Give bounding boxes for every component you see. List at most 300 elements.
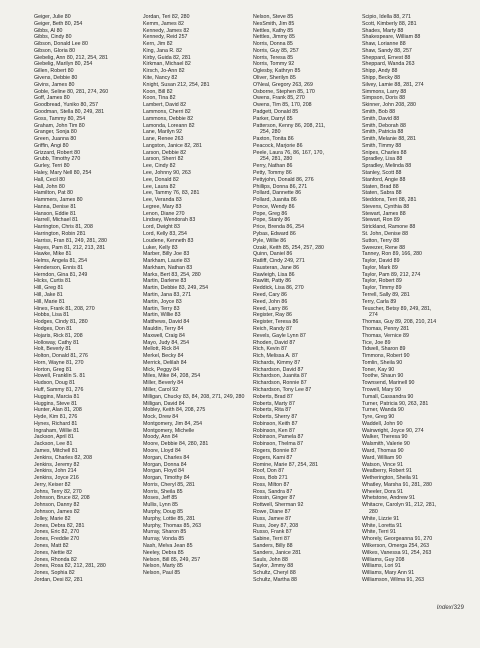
index-entry: Kirby, Guida 82, 281	[143, 54, 191, 61]
index-entry: Spradley, Lisa 88	[362, 156, 403, 163]
index-entry: Wheeler, Dora 91	[362, 488, 404, 495]
index-entry: Toner, Kay 90	[362, 366, 395, 373]
index-entry: Hawke, Mike 81	[34, 251, 72, 258]
index-entry: Rawlitt, Patty 86	[253, 278, 292, 285]
index-entry: Nelson, Steve 85	[253, 14, 294, 20]
index-entry: Ratliff, Cindy 249, 271	[253, 258, 305, 265]
index-entry: Lee, Tammy 76, 83, 281	[143, 190, 200, 197]
index-entry: Wilkes, Vanessa 91, 254, 263	[362, 549, 432, 556]
index-entry: Richards, Kimmy 87	[253, 359, 301, 366]
index-entry: Shipp, Andy 88	[362, 68, 398, 75]
index-entry: Horn, Wayne 81, 270	[34, 359, 84, 366]
index-entry: Harrington, Robin 281	[34, 231, 86, 237]
index-entry: Williams, Guy 208	[362, 556, 405, 563]
index-entry: Herndon, Gina 81, 249	[34, 271, 88, 278]
index-entry: Larson, Debbie 82	[143, 149, 187, 156]
index-entry: Hudson, Doug 81	[34, 380, 76, 387]
index-entry: Holt, Beverly 81	[34, 346, 72, 353]
index-entry: Pyle, Willie 86	[253, 237, 287, 244]
index-entry: Martin, Debbie 83, 249, 254	[143, 285, 209, 292]
index-entry: Jackson, Lee 81	[34, 441, 73, 448]
index-entry: Loudene, Kenneth 83	[143, 237, 194, 244]
index-entry: Gibbs, Al 80	[34, 27, 63, 34]
index-entry: Norris, Guy 85, 257	[253, 47, 299, 54]
index-entry: Hodges, Cindy 81, 280	[34, 319, 88, 326]
index-entry: Tumall, Cassandra 90	[362, 393, 414, 400]
index-entry: Hunter, Alan 81, 208	[34, 407, 82, 414]
index-entry: Martin, Darlene 83	[143, 278, 187, 285]
index-entry: Knight, Susan 212, 254, 281	[143, 81, 210, 88]
index-entry: Marber, Billy Joe 83	[143, 251, 190, 258]
index-entry: Koon, Tina 82	[143, 95, 176, 102]
index-entry: Gibson, Donald Lee 80	[34, 41, 88, 48]
index-entry: Merkel, Becky 84	[143, 353, 184, 360]
index-entry: White, Lizzie 91	[362, 515, 400, 522]
index-entry: Teuscher, Betsy 89, 249, 281,	[362, 305, 432, 312]
index-entry: Jones, Rhonda 82	[34, 556, 77, 563]
index-entry: Jenkins, John 214	[34, 468, 77, 475]
index-entry: Simmons, Larry 88	[362, 88, 407, 95]
index-entry: Morgan, Charles 84	[143, 454, 190, 461]
index-entry: Sweezer, Rene 88	[362, 244, 406, 251]
index-entry: Jenkins, Joyce 216	[34, 475, 79, 482]
index-entry: Lee, Laura 82	[143, 183, 176, 190]
index-entry: Romine, Marie 87, 254, 281	[253, 461, 319, 468]
index-entry: Hill, Greg 81	[34, 285, 64, 292]
index-entry: Murphy, Thomas 85, 263	[143, 522, 202, 529]
index-entry: Kirkman, Michael 82	[143, 61, 191, 68]
index-entry: Kern, Jim 82	[143, 41, 173, 48]
index-entry: Morris, Sheila 85	[143, 488, 183, 495]
index-entry: Hanson, Eddie 81	[34, 210, 76, 217]
index-entry: Jordan, Desi 82, 281	[34, 576, 83, 583]
index-entry: Sauls, John 88	[253, 556, 288, 563]
index-entry: Smith, Bob 88	[362, 108, 396, 115]
index-entry: Weatberry, Robert 91	[362, 468, 412, 475]
page-number: /329	[451, 605, 464, 611]
index-entry: Kennedy, Reid 257	[143, 34, 188, 41]
index-entry: Giebelig, Marilyn 80, 254	[34, 61, 93, 68]
index-entry: Helms, Angela 81, 254	[34, 258, 88, 265]
index-entry: Peacock, Marjorie 86	[253, 142, 303, 149]
index-entry: Stanley, Scott 88	[362, 169, 402, 176]
index-entry: Shakespeare, William 88	[362, 34, 421, 41]
index-entry: Holton, Donald 81, 276	[34, 353, 88, 360]
index-entry: Terrell, Sally 89, 281	[362, 292, 410, 299]
index-entry: Jones, Rosa 82, 212, 281, 280	[34, 563, 106, 570]
index-entry: Roberts, Marty 87	[253, 400, 295, 407]
index-entry: Moses, Jeff 85	[143, 495, 178, 502]
index-entry: St. John, Denise 88	[362, 231, 409, 237]
index-entry: Schultz, Martha 88	[253, 576, 297, 583]
index-entry: Miles, Mike 84, 208, 254	[143, 373, 201, 380]
index-entry: Nash, Melva Jean 85	[143, 542, 193, 549]
index-entry: Perry, Nathan 86	[253, 163, 293, 170]
index-entry: Scipio, Idella 88, 271	[362, 14, 411, 20]
index-entry: Trowell, Mary 90	[362, 386, 401, 393]
index-entry: Lane, Marilyn 92	[143, 129, 182, 136]
index-entry: Martin, Joyce 83	[143, 298, 182, 305]
index-entry: Pope, Greg 86	[253, 210, 288, 217]
index-page	[34, 14, 470, 634]
index-entry: Smith, Timmy 88	[362, 142, 402, 149]
index-entry: Moody, Ann 84	[143, 434, 178, 441]
index-entry: Langston, Janice 82, 281	[143, 142, 202, 149]
index-entry: Mock, Drew 84	[143, 414, 179, 421]
index-entry: Wetherington, Sheila 91	[362, 475, 419, 482]
index-entry: Williams, Mary Ann 91	[362, 570, 415, 577]
index-entry: Whetstone, Andrew 91	[362, 495, 416, 502]
index-entry: Goodman, Stella 80, 249, 281	[34, 108, 105, 115]
index-entry: Milligan, David 84	[143, 400, 185, 407]
index-entry: Rawleigh, Lisa 86	[253, 271, 295, 278]
index-entry: Johnson, Bruce 82, 208	[34, 495, 90, 502]
index-column-1	[34, 14, 143, 610]
index-entry: Stanford, Angie 88	[362, 176, 406, 183]
index-entry: Shades, Marty 88	[362, 27, 404, 34]
index-entry: Lee, Veranda 83	[143, 197, 182, 204]
index-entry: Lammons, Cherri 82	[143, 108, 191, 115]
index-entry: Peele, Laura 76, 86, 167, 170,	[253, 149, 324, 156]
index-entry: Timmons, Robert 90	[362, 353, 410, 360]
index-entry: Oglesby, Kathryn 85	[253, 68, 301, 75]
index-entry: Steddons, Terri 88, 281	[362, 197, 417, 204]
index-entry: Wilkerson, Omerga 254, 263	[362, 542, 430, 549]
index-entry: Hall, John 80	[34, 183, 65, 190]
index-entry: Taylor, Robert 89	[362, 278, 402, 285]
index-entry: Rogers, Kami 87	[253, 454, 293, 461]
index-entry: Scott, Kimberly 88, 281	[362, 20, 417, 27]
index-entry: Lee, Donald 82	[143, 176, 179, 183]
index-entry: Miller, Carol 92	[143, 386, 179, 393]
index-entry: Mobley, Keith 84, 208, 275	[143, 407, 206, 414]
index-entry: Mauldin, Terry 84	[143, 325, 184, 332]
index-entry: Lee, Cindy 82	[143, 163, 176, 170]
index-entry: Richardson, Tony Lee 87	[253, 386, 312, 393]
index-entry: Geiger, Beth 80, 254	[34, 20, 83, 27]
index-entry: Ward, William 90	[362, 454, 402, 461]
index-entry: Lammons, Debbie 82	[143, 115, 194, 122]
index-entry: Sheppard, Wanda 263	[362, 61, 415, 68]
index-entry: Neeley, Debra 85	[143, 549, 184, 556]
index-entry: Morris, Cheryl 85, 281	[143, 481, 195, 488]
index-entry: Robinson, Thelma 87	[253, 441, 303, 448]
index-entry: Rottwell, Sherman 92	[253, 502, 304, 509]
index-entry: Mick, Peggy 84	[143, 366, 180, 373]
index-entry: Waddell, John 90	[362, 420, 403, 427]
index-entry: Rhoden, David 87	[253, 339, 296, 346]
index-entry: Miller, Beverly 84	[143, 380, 184, 387]
index-entry: Smith, Patricia 88	[362, 129, 404, 136]
index-entry: Skinner, John 208, 280	[362, 102, 416, 109]
index-entry: Revels, Gayle Lynn 87	[253, 332, 306, 339]
index-entry: Roberts, Brad 87	[253, 393, 293, 400]
index-entry: 280	[369, 509, 378, 516]
index-entry: Phillips, Donna 86, 271	[253, 183, 308, 190]
index-entry: King, Jana R. 82	[143, 47, 182, 54]
index-entry: Hojaris, Rick 81, 208	[34, 332, 83, 339]
index-entry: Rich, Kevin 87	[253, 346, 287, 353]
index-entry: Legree, Mary 83	[143, 203, 182, 210]
index-entry: Taylor, Timmy 89	[362, 285, 402, 292]
index-entry: Watson, Vince 91	[362, 461, 404, 468]
index-column-4	[362, 14, 471, 610]
index-entry: Rich, Melissa A. 87	[253, 353, 298, 360]
index-entry: Roof, Don 87	[253, 468, 285, 475]
index-entry: Jordan, Teri 82, 280	[143, 14, 190, 20]
page-footer	[437, 605, 464, 611]
index-entry: Jones, Debra 82, 281	[34, 522, 85, 529]
index-entry: Register, Teresa 86	[253, 319, 299, 326]
index-entry: Norris, Tommy 92	[253, 61, 295, 68]
index-entry: Turner, Patricia 90, 263, 281	[362, 400, 429, 407]
index-entry: Kite, Nancy 82	[143, 75, 178, 82]
index-entry: Schultz, Cheryl 88	[253, 570, 296, 577]
index-entry: Montgomery, Jim 84, 254	[143, 420, 203, 427]
index-entry: Turner, Wanda 90	[362, 407, 404, 414]
index-entry: Lane, Renee 263	[143, 136, 184, 143]
index-entry: Jones, Sophia 82	[34, 570, 75, 577]
index-entry: Graham, John Tim 80	[34, 122, 85, 129]
index-entry: Jenkins, Jeremy 82	[34, 461, 80, 468]
index-entry: Nelson, Bill 85, 249, 257	[143, 556, 201, 563]
index-entry: Murray, Vonda 85	[143, 536, 185, 543]
index-entry: Tice, Joe 89	[362, 339, 391, 346]
index-entry: Tanney, Ron 89, 166, 280	[362, 251, 422, 258]
index-entry: Silvey, Lamie 88, 281, 274	[362, 81, 424, 88]
index-entry: Harriss, Fran 81, 249, 281, 280	[34, 237, 107, 244]
index-entry: Huggins, Marcia 81	[34, 393, 80, 400]
index-entry: Williamson, Wilma 91, 263	[362, 576, 425, 583]
index-entry: Roberts, Sherry 87	[253, 414, 298, 421]
index-entry: Norris, Teresa 85	[253, 54, 294, 61]
index-entry: Saylor, Jimmy 88	[253, 563, 294, 570]
index-entry: Givins, James 80	[34, 81, 75, 88]
index-entry: Howell, Franklin S. 81	[34, 373, 86, 380]
index-entry: Pollard, Dannette 86	[253, 190, 302, 197]
index-entry: Jackson, April 81	[34, 434, 74, 441]
index-entry: Robinson, Ken 87	[253, 427, 295, 434]
index-entry: Shaw, Sandy 88, 257	[362, 47, 412, 54]
index-entry: Murphy, Doug 85	[143, 509, 184, 516]
index-entry: Thomas, Penny 281	[362, 325, 410, 332]
index-entry: Richardson, Ronnie 87	[253, 380, 307, 387]
index-entry: Murphy, Lottie 85, 281	[143, 515, 196, 522]
index-entry: Gillen, Robert 80	[34, 68, 74, 75]
index-entry: Lambert, David 82	[143, 102, 187, 109]
index-entry: Hill, Marie 81	[34, 298, 65, 305]
index-entry: Pollard, Juanita 86	[253, 197, 297, 204]
index-entry: Lenon, Diane 270	[143, 210, 185, 217]
index-entry: Hobbs, Lisa 81	[34, 312, 70, 319]
index-entry: NesSmith, Jim 85	[253, 20, 295, 27]
index-entry: Walker, Theresa 90	[362, 434, 408, 441]
index-entry: White, Terri 91	[362, 529, 396, 536]
index-entry: Henderson, Ennis 81	[34, 264, 84, 271]
index-entry: Givens, Debbie 80	[34, 75, 78, 82]
index-entry: Pybas, Edward 86	[253, 231, 296, 237]
index-entry: Russo, Frank 87	[253, 529, 292, 536]
index-entry: Williams, Lori 91	[362, 563, 401, 570]
index-entry: Lord, Kelly 83, 254	[143, 231, 187, 237]
index-entry: Morgan, Donna 84	[143, 461, 187, 468]
index-entry: Hamilton, Pat 80	[34, 190, 73, 197]
index-entry: Parker, Darryl 85	[253, 115, 293, 122]
index-entry: Norris, Donna 85	[253, 41, 293, 48]
index-entry: Thomas, Vernice 89	[362, 332, 409, 339]
index-entry: Mullis, Lynn 85	[143, 502, 178, 509]
index-entry: Hall, Cecil 80	[34, 176, 66, 183]
index-entry: Patterson, Kenny 86, 208, 211,	[253, 122, 326, 129]
index-entry: Nettles, Kathy 85	[253, 27, 294, 34]
index-entry: Huggins, Steve 81	[34, 400, 78, 407]
index-entry: 254, 280	[260, 129, 281, 136]
index-entry: Sheppard, Ernest 88	[362, 54, 411, 61]
index-entry: Oliver, Sherilyn 85	[253, 75, 296, 82]
index-entry: Reich, Randy 87	[253, 325, 292, 332]
index-entry: Gurley, Terri 80	[34, 163, 70, 170]
index-entry: Russ, Joey 87, 208	[253, 522, 299, 529]
index-entry: Quinn, Daniel 86	[253, 251, 293, 258]
index-entry: Jones, Freddie 270	[34, 536, 80, 543]
index-entry: Ward, Thomas 90	[362, 448, 404, 454]
index-entry: Hill, Jake 81	[34, 292, 63, 299]
index-entry: Goss, Tammy 80, 254	[34, 115, 86, 122]
index-entry: Price, Brenda 86, 254	[253, 224, 304, 231]
index-entry: Grizzard, Robert 80	[34, 149, 80, 156]
index-entry: Reddick, Lisa 86, 270	[253, 285, 304, 292]
index-entry: Simpson, Doris 88	[362, 95, 406, 102]
index-entry: Jenkins, Charles 82, 208	[34, 454, 93, 461]
index-entry: Owens, Tim 85, 170, 208	[253, 102, 312, 109]
index-entry: Jones, Eric 82, 270	[34, 529, 80, 536]
index-entry: Strickland, Ramone 88	[362, 224, 416, 231]
index-entry: Whatley, Marsha 91, 281, 280	[362, 481, 432, 488]
index-entry: Kennedy, James 82	[143, 27, 190, 34]
index-entry: Robinson, Pamela 87	[253, 434, 304, 441]
index-entry: Mayo, Judy 84, 254	[143, 339, 189, 346]
index-entry: Green, Juanna 80	[34, 136, 77, 143]
index-entry: Hines, Frank 81, 208, 270	[34, 305, 95, 312]
index-entry: 254, 281, 280	[260, 156, 293, 163]
index-entry: 274	[369, 312, 378, 319]
index-entry: White, Loretta 91	[362, 522, 403, 529]
index-entry: Stewart, Ron 89	[362, 217, 400, 224]
index-entry: Granger, Sonja 80	[34, 129, 77, 136]
index-entry: Paxton, Tonita 86	[253, 136, 294, 143]
index-entry: Sanders, Billy 88	[253, 542, 293, 549]
index-entry: Ingraham, Willie 81	[34, 427, 80, 434]
index-entry: Tidwell, Sharon 89	[362, 346, 406, 353]
index-entry: Martin, Terry 83	[143, 305, 180, 312]
index-entry: Petty, Tommy 86	[253, 169, 292, 176]
index-entry: Ross, Milton 87	[253, 481, 290, 488]
index-entry: Martin, Jana 83, 271	[143, 292, 192, 299]
index-entry: Kemm, James 82	[143, 20, 184, 27]
index-entry: Tomlin, Sheila 90	[362, 359, 403, 366]
index-entry: Hynes, Richard 81	[34, 420, 78, 427]
index-entry: Horton, Greg 81	[34, 366, 72, 373]
index-entry: Jerry, Keiser 82	[34, 481, 71, 488]
index-entry: Goff, James 80	[34, 95, 70, 102]
index-entry: Staten, Sabra 88	[362, 190, 402, 197]
index-entry: Gibbs, Cindy 80	[34, 34, 72, 41]
index-entry: Sanders, Janice 281	[253, 549, 302, 556]
index-entry: Ponce, Wendy 86	[253, 203, 295, 210]
index-entry: Hodges, Don 81	[34, 325, 73, 332]
index-entry: Stevens, Cynthia 88	[362, 203, 410, 210]
index-entry: Merrick, Delilah 84	[143, 359, 187, 366]
index-entry: Milligan, Chucky 83, 84, 208, 271, 249, 280	[143, 393, 245, 400]
index-entry: Reed, John 86	[253, 298, 288, 305]
index-entry: James, Mitchell 81	[34, 448, 78, 454]
index-entry: Kirsch, Jo-Ann 82	[143, 68, 185, 75]
index-columns	[34, 14, 470, 610]
index-entry: Johnson, Danny 82	[34, 502, 80, 509]
index-entry: Sutton, Terry 88	[362, 237, 400, 244]
index-entry: Whorely, Georgeanna 91, 270	[362, 536, 433, 543]
index-entry: Goble, Seline 80, 281, 274, 260	[34, 88, 109, 95]
index-entry: Luker, Kelly 83	[143, 244, 178, 251]
index-entry: Smith, David 88	[362, 115, 400, 122]
index-entry: Robinson, Keith 87	[253, 420, 298, 427]
index-entry: Spradley, Melinda 88	[362, 163, 412, 170]
index-entry: Johnson, James 82	[34, 509, 80, 516]
index-entry: Hammers, James 80	[34, 197, 83, 204]
index-entry: Taylor, David 89	[362, 258, 400, 265]
index-entry: Smith, Melanie 88, 281	[362, 136, 416, 143]
index-entry: Jones, Matt 82	[34, 542, 69, 549]
index-entry: Richardson, David 87	[253, 366, 304, 373]
index-entry: Ross, Bob 271	[253, 475, 288, 482]
index-entry: Moore, Debbie 84, 280, 281	[143, 441, 209, 448]
index-entry: Gibson, Gloria 80	[34, 47, 76, 54]
index-entry: Smith, Deborah 88	[362, 122, 406, 129]
index-entry: Hayes, Pam 81, 212, 213, 281	[34, 244, 106, 251]
index-entry: Maxwell, Craig 84	[143, 332, 185, 339]
index-entry: Harrington, Chris 81, 208	[34, 224, 93, 231]
index-entry: Giebelig, Ann 80, 212, 254, 281	[34, 54, 108, 61]
index-entry: Walsmith, Valerie 90	[362, 441, 410, 448]
index-entry: Marks, Bert 83, 254, 280	[143, 271, 201, 278]
index-entry: Pope, Stanly 86	[253, 217, 291, 224]
index-entry: Padgett, Donald 85	[253, 108, 299, 115]
footer-index-label: Index	[436, 605, 452, 611]
index-entry: Murray, Sharon 85	[143, 529, 187, 536]
index-entry: Jones, Nettie 82	[34, 549, 73, 556]
index-entry: Reed, Cary 86	[253, 292, 287, 299]
index-entry: Russ, Jamee 87	[253, 515, 292, 522]
index-entry: Goodbread, Yuniko 80, 257	[34, 102, 99, 109]
index-entry: Rausteran, Jane 86	[253, 264, 300, 271]
index-entry: Koon, Bill 82	[143, 88, 173, 95]
index-entry: Moore, Lloyd 84	[143, 448, 181, 454]
index-entry: Reed, Larry 86	[253, 305, 288, 312]
index-entry: Grubb, Timothy 270	[34, 156, 81, 163]
index-entry: Whitacre, Carolyn 91, 212, 281,	[362, 502, 437, 509]
index-entry: Haley, Mary Nell 80, 254	[34, 169, 92, 176]
index-entry: Nettles, Jimmy 85	[253, 34, 295, 41]
index-entry: Hicks, Curtis 81	[34, 278, 71, 285]
index-entry: Lindsey, Wendorah 83	[143, 217, 196, 224]
index-entry: Huff, Sammy 81, 276	[34, 386, 84, 393]
index-entry: Jolley, Marie 82	[34, 515, 71, 522]
index-entry: Griffin, Angi 80	[34, 142, 69, 149]
index-entry: Snipes, Charles 88	[362, 149, 407, 156]
index-entry: Stewart, James 88	[362, 210, 406, 217]
index-entry: Pettyjohn, Donald 86, 276	[253, 176, 314, 183]
index-entry: Sabine, Terri 87	[253, 536, 290, 543]
